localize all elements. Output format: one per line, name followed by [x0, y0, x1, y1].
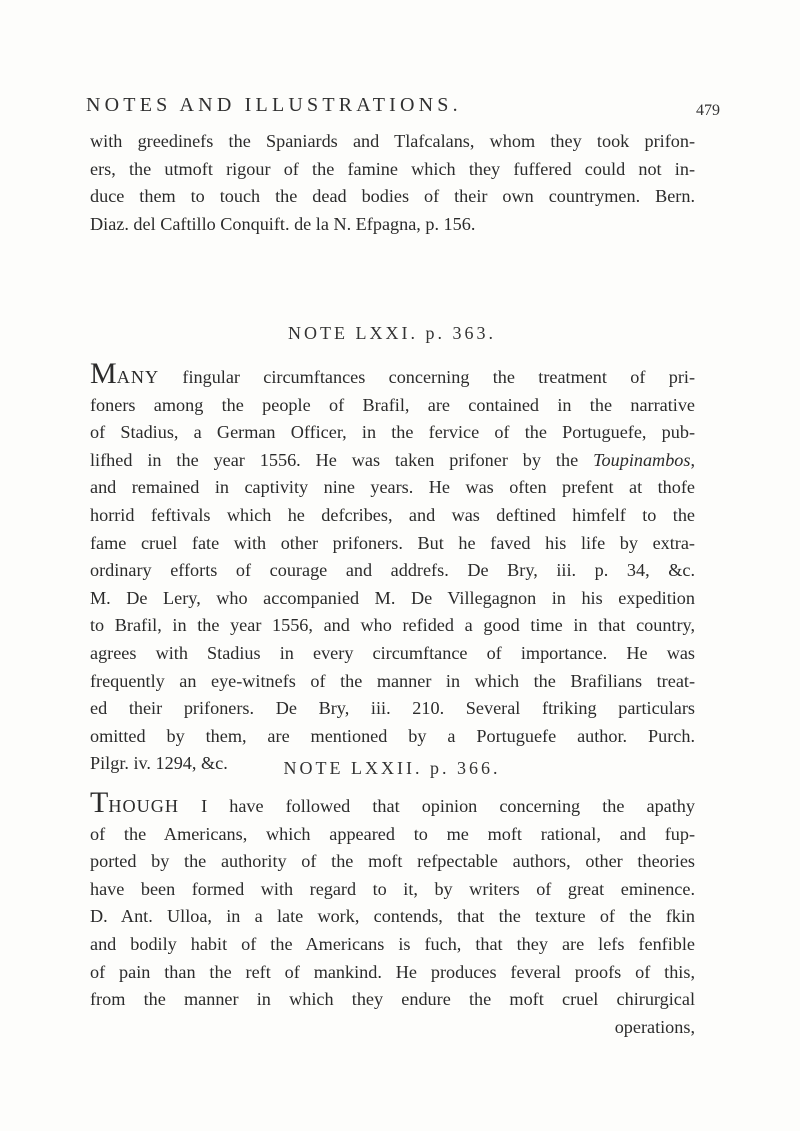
small-caps-word: HOUGH	[108, 796, 180, 816]
running-title: NOTES AND ILLUSTRATIONS.	[86, 94, 462, 116]
page-number: 479	[696, 102, 720, 119]
note-heading: NOTE LXXII. p. 366.	[283, 758, 501, 778]
small-caps-word: ANY	[116, 367, 160, 387]
italic-term: Toupinambos	[593, 449, 691, 470]
text-line: ordinary efforts of courage and addrefs. De Bry, iii. p. 34, &c.	[90, 560, 695, 581]
text-fragment: fingular circumftances concerning the treatment of pri-	[159, 367, 695, 387]
text-line: ed their prifoners. De Bry, iii. 210. Several ftriking particulars	[90, 698, 695, 719]
text-line: with greedinefs the Spaniards and Tlafcalans, whom they took prifon-	[90, 131, 695, 151]
drop-cap: T	[90, 786, 109, 819]
note-heading: NOTE LXXI. p. 363.	[288, 323, 496, 343]
text-line: and bodily habit of the Americans is fuch, that they are lefs fenfible	[90, 933, 695, 954]
text-line: of Stadius, a German Officer, in the fervice of the Portuguefe, pub-	[90, 422, 695, 443]
text-fragment: lifhed in the year 1556. He was taken prifoner by the	[90, 449, 579, 470]
text-line: M. De Lery, who accompanied M. De Villegagnon in his expedition	[90, 587, 695, 608]
text-fragment: ,	[690, 449, 696, 470]
text-line: duce them to touch the dead bodies of their own countrymen. Bern.	[90, 186, 695, 207]
text-line: of the Americans, which appeared to me moft rational, and fup-	[90, 823, 695, 844]
text-line: D. Ant. Ulloa, in a late work, contends, that the texture of the fkin	[90, 906, 695, 927]
catchword: operations,	[614, 1016, 695, 1037]
text-line: fame cruel fate with other prifoners. But he faved his life by extra-	[90, 532, 695, 553]
text-line: omitted by them, are mentioned by a Portuguefe author. Purch.	[90, 725, 695, 746]
text-line: have been formed with regard to it, by writers of great eminence.	[90, 878, 695, 899]
text-line: Pilgr. iv. 1294, &c.	[90, 753, 228, 774]
text-line: from the manner in which they endure the moft cruel chirurgical	[90, 989, 695, 1010]
text-line: foners among the people of Brafil, are contained in the narrative	[90, 394, 695, 415]
text-line: ported by the authority of the moft refpectable authors, other theories	[90, 851, 695, 872]
text-line	[90, 447, 695, 475]
text-line	[90, 786, 695, 821]
continuation-paragraph	[90, 128, 695, 238]
text-line: to Brafil, in the year 1556, and who refided a good time in that country,	[90, 615, 695, 636]
text-line	[90, 357, 695, 392]
note-paragraph	[90, 357, 696, 778]
text-line: ers, the utmoft rigour of the famine which they fuffered could not in-	[90, 158, 695, 179]
text-line: horrid feftivals which he defcribes, and was deftined himfelf to the	[90, 504, 695, 525]
drop-cap: M	[90, 357, 117, 390]
text-line: frequently an eye-witnefs of the manner in which the Brafilians treat-	[90, 670, 695, 691]
text-line: and remained in captivity nine years. He was often prefent at thofe	[90, 477, 695, 498]
text-line: of pain than the reft of mankind. He produces feveral proofs of this,	[90, 961, 695, 982]
text-line: Diaz. del Caftillo Conquift. de la N. Efpagna, p. 156.	[90, 213, 476, 234]
note-paragraph	[90, 786, 695, 1041]
text-fragment: I have followed that opinion concerning the apathy	[179, 796, 695, 816]
text-line: agrees with Stadius in every circumftance of importance. He was	[90, 642, 695, 663]
